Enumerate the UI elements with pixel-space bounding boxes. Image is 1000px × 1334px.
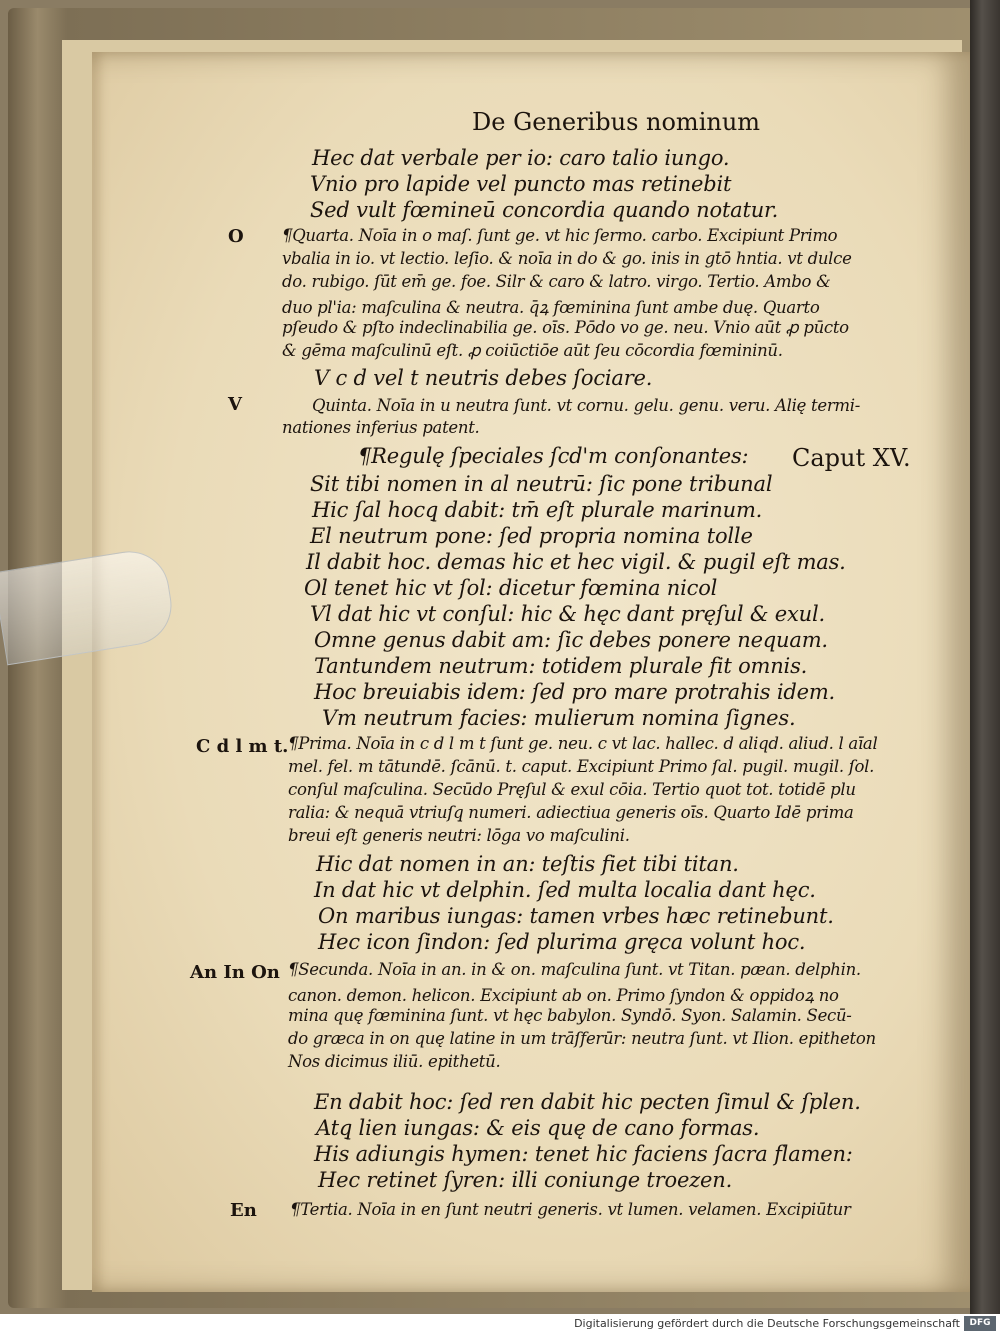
margin-note: V [228, 394, 242, 415]
text-line: duo pl'ia: maſculina & neutra. q̄ꝝ fœminina ſunt ambe duę. Quarto [282, 298, 820, 317]
text-line: On maribus iungas: tamen vrbes hæc retinebunt. [318, 904, 834, 928]
running-header: De Generibus nominum [472, 108, 761, 136]
text-line: Hec dat verbale per io: caro talio iungo. [312, 146, 730, 170]
text-line: Hec retinet ſyren: illi coniunge troezen. [318, 1168, 733, 1192]
text-line: En dabit hoc: ſed ren dabit hic pecten ſimul & ſplen. [314, 1090, 861, 1114]
text-line: pſeudo & pſto indeclinabilia ge. oīs. Pōdo vo ge. neu. Vnio aūt ꝓ pūcto [282, 318, 849, 337]
margin-note: An In On [190, 962, 280, 983]
text-line: conſul maſculina. Secūdo Pręſul & exul cōia. Tertio quot tot. totidē plu [288, 780, 856, 799]
text-line: Sit tibi nomen in al neutrū: ſic pone tribunal [310, 472, 773, 496]
text-line: Sed vult fœmineū concordia quando notatur. [310, 198, 779, 222]
text-line: mel. fel. m tātundē. ſcānū. t. caput. Excipiunt Primo ſal. pugil. mugil. ſol. [288, 757, 875, 776]
text-line: do græca in on quę latine in um trāſferūr: neutra ſunt. vt Ilion. epitheton [288, 1029, 876, 1048]
funding-credit: Digitalisierung gefördert durch die Deutsche Forschungsgemeinschaft [574, 1317, 960, 1330]
text-line: ¶Tertia. Noīa in en ſunt neutri generis. vt lumen. velamen. Excipiūtur [290, 1200, 851, 1219]
margin-note: O [228, 226, 244, 247]
text-line: canon. demon. helicon. Excipiunt ab on. Primo ſyndon & oppidoꝝ no [288, 986, 839, 1005]
margin-note: C d l m t. [196, 736, 289, 757]
text-line: ¶Secunda. Noīa in an. in & on. maſculina ſunt. vt Titan. pæan. delphin. [288, 960, 861, 979]
text-line: & gēma maſculinū eſt. ꝓ coiūctiōe aūt ſeu cōcordia fœmininū. [282, 341, 783, 360]
text-line: V c d vel t neutris debes ſociare. [314, 366, 653, 390]
text-line: His adiungis hymen: tenet hic faciens ſacra flamen: [314, 1142, 853, 1166]
text-line: Hoc breuiabis idem: ſed pro mare protrahis idem. [314, 680, 836, 704]
text-line: Vnio pro lapide vel puncto mas retinebit [310, 172, 732, 196]
text-line: Vm neutrum facies: mulierum nomina ſignes. [322, 706, 796, 730]
text-line: Ol tenet hic vt ſol: dicetur fœmina nicol [304, 576, 718, 600]
text-line: Hic ſal hocq̧ dabit: tm̄ eſt plurale marinum. [312, 498, 763, 522]
text-line: Vl dat hic vt conſul: hic & hęc dant pręſul & exul. [310, 602, 825, 626]
text-line: Hec icon ſindon: ſed plurima gręca volunt hoc. [318, 930, 806, 954]
text-line: ¶Prima. Noīa in c d l m t ſunt ge. neu. c vt lac. hallec. d aliqd. aliud. l aīal [288, 734, 878, 753]
text-line: ¶Quarta. Noīa in o maſ. ſunt ge. vt hic ſermo. carbo. Excipiunt Primo [282, 226, 838, 245]
text-line: Omne genus dabit am: ſic debes ponere nequam. [314, 628, 828, 652]
text-line: Hic dat nomen in an: teſtis fiet tibi titan. [316, 852, 739, 876]
text-line: nationes inferius patent. [282, 418, 480, 437]
book-spine [970, 0, 1000, 1314]
text-line: In dat hic vt delphin. ſed multa localia dant hęc. [314, 878, 816, 902]
margin-note: En [230, 1200, 257, 1221]
text-line: ralia: & nequā vtriuſq̧ numeri. adiectiua generis oīs. Quarto Idē prima [288, 803, 854, 822]
text-line: Tantundem neutrum: totidem plurale fit omnis. [314, 654, 808, 678]
text-line: Atq̧ lien iungas: & eis quę de cano formas. [316, 1116, 760, 1140]
text-line: Nos dicimus iliū. epithetū. [288, 1052, 501, 1071]
text-line: El neutrum pone: ſed propria nomina tolle [310, 524, 753, 548]
footer-bar [0, 1314, 1000, 1334]
text-line: breui eſt generis neutri: lōga vo maſculini. [288, 826, 630, 845]
text-line: do. rubigo. ſūt em̄ ge. foe. Silr & caro & latro. virgo. Tertio. Ambo & [282, 272, 831, 291]
text-line: Quinta. Noīa in u neutra ſunt. vt cornu. gelu. genu. veru. Alię termi- [312, 396, 861, 415]
dfg-logo: DFG [964, 1316, 996, 1331]
section-heading: ¶Regulę ſpeciales ſcd'm conſonantes: [358, 444, 749, 468]
chapter-title: Caput XV. [792, 444, 911, 472]
text-line: Il dabit hoc. demas hic et hec vigil. & pugil eſt mas. [306, 550, 846, 574]
text-line: vbalia in io. vt lectio. leſio. & noīa in do & go. inis in gtō hntia. vt dulce [282, 249, 852, 268]
text-line: mina quę fœminina ſunt. vt hęc babylon. Syndō. Syon. Salamin. Secū- [288, 1006, 852, 1025]
